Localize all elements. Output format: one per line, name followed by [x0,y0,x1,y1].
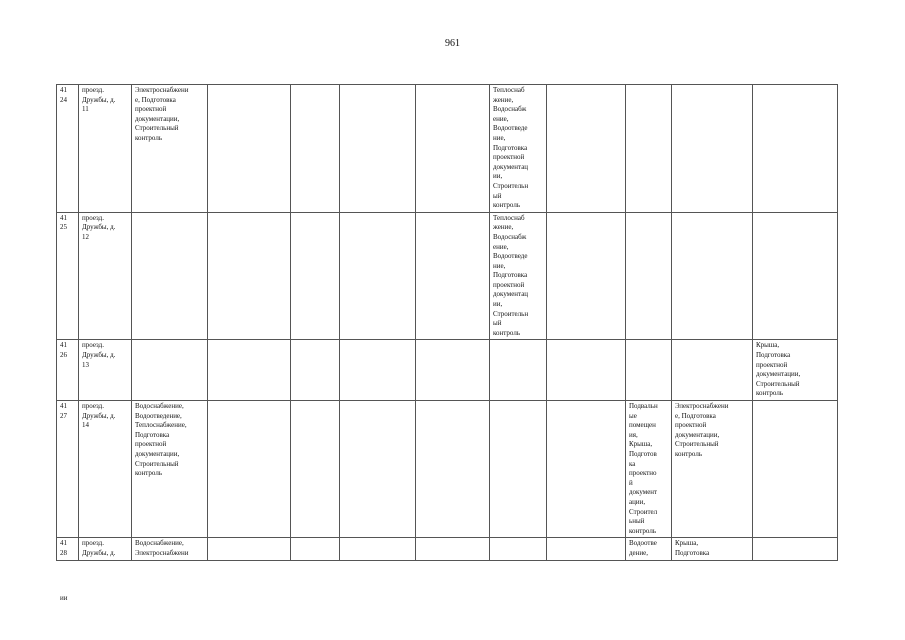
work-type-cell: Крыша, Подготовка [672,538,753,560]
empty-cell [547,401,626,538]
empty-cell [208,538,291,560]
empty-cell [291,85,340,213]
work-type-cell [490,538,547,560]
work-type-cell [672,85,753,213]
empty-cell [340,212,416,340]
work-type-cell [672,340,753,401]
work-type-cell: Электроснабжени е, Подготовка проектной документации, Строительный контроль [132,85,208,213]
empty-cell [547,340,626,401]
work-type-cell [753,538,838,560]
work-type-cell: Подвальн ые помещен ия, Крыша, Подготов ка проектно й документ ации, Строител ьный контроль [626,401,672,538]
work-type-cell [132,340,208,401]
work-type-cell [626,212,672,340]
work-type-cell [490,401,547,538]
empty-cell [340,85,416,213]
page-number: 961 [445,38,460,49]
empty-cell [208,212,291,340]
empty-cell [547,85,626,213]
empty-cell [208,340,291,401]
empty-cell [291,212,340,340]
row-number-cell: 41 28 [57,538,79,560]
work-type-cell [753,212,838,340]
row-number-cell: 41 24 [57,85,79,213]
work-type-cell [753,85,838,213]
work-type-cell: Теплоснаб жение, Водоснабж ение, Водоотведе ние, Подготовка проектной документац ии, Строительн ый контроль [490,85,547,213]
repair-register-table [56,84,838,561]
empty-cell [340,538,416,560]
empty-cell [340,340,416,401]
row-number-cell: 41 26 [57,340,79,401]
empty-cell [416,340,490,401]
empty-cell [416,212,490,340]
work-type-cell [490,340,547,401]
empty-cell [547,538,626,560]
work-type-cell: Крыша, Подготовка проектной документации, Строительный контроль [753,340,838,401]
table-row [57,85,838,213]
work-type-cell: Электроснабжени е, Подготовка проектной документации, Строительный контроль [672,401,753,538]
empty-cell [291,401,340,538]
row-number-cell: 41 25 [57,212,79,340]
work-type-cell: Водоснабжение, Электроснабжени [132,538,208,560]
table-row [57,401,838,538]
work-type-cell [672,212,753,340]
empty-cell [208,85,291,213]
work-type-cell: Теплоснаб жение, Водоснабж ение, Водоотведе ние, Подготовка проектной документац ии, Строительн ый контроль [490,212,547,340]
empty-cell [416,85,490,213]
address-cell: проезд. Дружбы, д. 14 [79,401,132,538]
table-row [57,212,838,340]
empty-cell [340,401,416,538]
row-number-cell: 41 27 [57,401,79,538]
work-type-cell [753,401,838,538]
page-footer-mark: ии [60,594,68,602]
address-cell: проезд. Дружбы, д. [79,538,132,560]
table-row [57,340,838,401]
empty-cell [291,538,340,560]
empty-cell [547,212,626,340]
work-type-cell [132,212,208,340]
table-row [57,538,838,560]
empty-cell [416,538,490,560]
empty-cell [291,340,340,401]
work-type-cell: Водоотве дение, [626,538,672,560]
empty-cell [208,401,291,538]
empty-cell [416,401,490,538]
work-type-cell [626,85,672,213]
address-cell: проезд. Дружбы, д. 11 [79,85,132,213]
address-cell: проезд. Дружбы, д. 13 [79,340,132,401]
work-type-cell: Водоснабжение, Водоотведение, Теплоснабжение, Подготовка проектной документации, Строительный контроль [132,401,208,538]
work-type-cell [626,340,672,401]
address-cell: проезд. Дружбы, д. 12 [79,212,132,340]
